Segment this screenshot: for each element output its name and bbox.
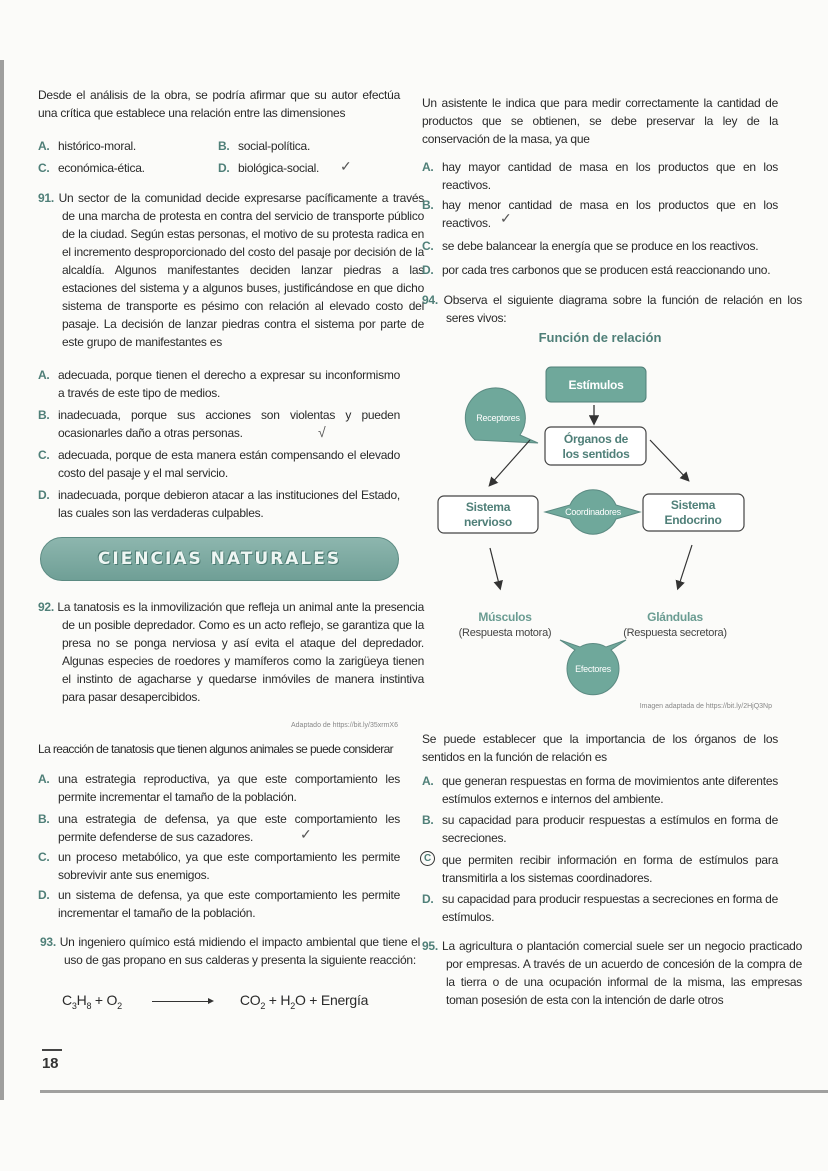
q92-option-a[interactable] <box>38 770 400 806</box>
option-text: un proceso metabólico, ya que este comportamiento les permite sobrevivir ante sus enemigos. <box>58 850 400 882</box>
question-text: Observa el siguiente diagrama sobre la función de relación en los seres vivos: <box>443 293 802 325</box>
option-letter: B. <box>38 408 50 422</box>
question-number: 95. <box>422 939 438 953</box>
estimulos-label: Estímulos <box>568 378 624 392</box>
option-letter: D. <box>38 888 50 902</box>
question-93 <box>40 933 420 969</box>
option-text: histórico-moral. <box>58 139 137 153</box>
eq-sub: 2 <box>290 1000 296 1011</box>
diagram-title: Función de relación <box>538 330 662 345</box>
organos-label: Órganos de <box>563 432 629 446</box>
coordinadores-label: Coordinadores <box>565 507 621 517</box>
option-letter: A. <box>38 368 50 382</box>
option-text: por cada tres carbonos que se producen está reaccionando uno. <box>442 263 771 277</box>
musculos-label: Músculos <box>478 610 532 624</box>
option-text: se debe balancear la energía que se produce en los reactivos. <box>442 239 759 253</box>
option-text: un sistema de defensa, ya que este comportamiento les permite incrementar el tamaño de la población. <box>58 888 400 920</box>
eq-sub: 8 <box>86 1000 92 1011</box>
source-citation: Adaptado de https://bit.ly/35xrmX6 <box>290 722 398 729</box>
option-text: social-política. <box>238 139 311 153</box>
option-text: hay menor cantidad de masa en los productos que en los reactivos. <box>442 198 778 230</box>
q90-option-a[interactable] <box>38 137 218 155</box>
question-91 <box>38 189 424 351</box>
q94-option-a[interactable] <box>422 772 778 808</box>
q94-option-c-selected[interactable] <box>422 851 778 887</box>
q90-option-d[interactable] <box>218 159 398 177</box>
question-95 <box>422 937 802 1009</box>
question-text: La tanatosis es la inmovilización que refleja un animal ante la presencia de un posible depredador. Como es un acto reflejo, se garantiza que la presa no se ponga nerviosa y así evita el ataque del depredador. Algunas especies de roedores y mamíferos como la zarigüeya tienen el instinto de agacharse y quedarse inmóviles de manera instintiva para pasar desapercibidos. <box>57 600 424 704</box>
question-94-stem: Se puede establecer que la importancia de los órganos de los sentidos en la función de relación es <box>422 732 778 764</box>
endocrino-label: Sistema <box>670 498 716 512</box>
eq-part: H <box>76 992 87 1008</box>
nervioso-label: Sistema <box>465 500 511 514</box>
q90-option-b[interactable] <box>218 137 398 155</box>
option-letter: C. <box>422 239 434 253</box>
handwritten-check-icon: ✓ <box>500 210 512 226</box>
q93-option-b[interactable] <box>422 196 778 232</box>
section-banner <box>40 537 399 581</box>
eq-part: + H <box>265 992 291 1008</box>
question-92-stem: La reacción de tanatosis que tienen algunos animales se puede considerar <box>38 742 394 756</box>
scan-edge <box>0 60 4 1100</box>
option-text: adecuada, porque tienen el derecho a expresar su inconformismo a través de este tipo de medios. <box>58 368 400 400</box>
q93-option-d[interactable] <box>422 261 778 279</box>
q92-option-b[interactable] <box>38 810 400 846</box>
option-letter: D. <box>422 263 434 277</box>
relation-function-diagram <box>430 355 810 715</box>
option-letter: A. <box>422 160 434 174</box>
option-text: adecuada, porque de esta manera están compensando el elevado costo del pasaje y el mal servicio. <box>58 448 400 480</box>
question-90-stem: Desde el análisis de la obra, se podría afirmar que su autor efectúa una crítica que establece una relación entre las dimensiones <box>38 88 400 120</box>
q92-option-d[interactable] <box>38 886 400 922</box>
nervioso-label: nervioso <box>463 515 513 529</box>
option-text: que generan respuestas en forma de movimientos ante diferentes estímulos externos e internos del ambiente. <box>442 774 778 806</box>
glandulas-label: Glándulas <box>647 610 703 624</box>
option-text: biológica-social. <box>238 161 320 175</box>
option-letter: A. <box>38 139 50 153</box>
handwritten-check-icon: ✓ <box>340 158 352 174</box>
arrow-icon <box>490 440 530 485</box>
option-text: económica-ética. <box>58 161 145 175</box>
q91-option-b[interactable] <box>38 406 400 442</box>
eq-sub: 3 <box>71 1000 77 1011</box>
q94-option-b[interactable] <box>422 811 778 847</box>
q91-option-d[interactable] <box>38 486 400 522</box>
question-number: 94. <box>422 293 438 307</box>
question-94 <box>422 291 802 327</box>
option-letter: B. <box>38 812 50 826</box>
efectores-label: Efectores <box>575 664 611 674</box>
q94-option-d[interactable] <box>422 890 778 926</box>
option-text: inadecuada, porque sus acciones son violentas y pueden ocasionarles daño a otras personas. <box>58 408 400 440</box>
organos-label: los sentidos <box>562 447 630 461</box>
chemical-equation <box>62 992 368 1011</box>
option-text: una estrategia reproductiva, ya que este comportamiento les permite incrementar el tamaño de la población. <box>58 772 400 804</box>
q91-option-c[interactable] <box>38 446 400 482</box>
musculos-sublabel: (Respuesta motora) <box>458 627 552 639</box>
option-letter: C. <box>38 850 50 864</box>
question-text: La agricultura o plantación comercial suele ser un negocio practicado por empresas. A través de un acuerdo de concesión de la compra de la tierra o de una ocupación informal de la misma, las empresas toman posesión de esta con la intención de darle otros <box>442 939 802 1007</box>
q91-option-a[interactable] <box>38 366 400 402</box>
reactants <box>62 992 122 1011</box>
eq-part: CO <box>239 992 261 1008</box>
q90-option-c[interactable] <box>38 159 218 177</box>
option-text: hay mayor cantidad de masa en los productos que en los reactivos. <box>442 160 778 192</box>
question-92 <box>38 598 424 706</box>
scan-bottom-edge <box>40 1090 828 1093</box>
question-number: 91. <box>38 191 54 205</box>
option-text: su capacidad para producir respuestas a secreciones en forma de estímulos. <box>442 892 778 924</box>
image-source-citation: Imagen adaptada de https://bit.ly/2HjQ3Np <box>639 703 772 710</box>
option-text: su capacidad para producir respuestas a estímulos en forma de secreciones. <box>442 813 778 845</box>
arrow-icon <box>490 548 500 588</box>
endocrino-label: Endocrino <box>664 513 722 527</box>
question-number: 93. <box>40 935 56 949</box>
option-letter: A. <box>422 774 434 788</box>
question-text: Un ingeniero químico está midiendo el impacto ambiental que tiene el uso de gas propano en sus calderas y presenta la siguiente reacción: <box>59 935 420 967</box>
q93-option-a[interactable] <box>422 158 778 194</box>
arrow-icon <box>678 545 692 588</box>
eq-part: + O <box>91 992 118 1008</box>
option-letter: C. <box>38 161 50 175</box>
q93-option-c[interactable] <box>422 237 778 255</box>
option-text: que permiten recibir información en forma de estímulos para transmitirla a los sistemas coordinadores. <box>442 853 778 885</box>
question-number: 92. <box>38 600 54 614</box>
option-letter: D. <box>218 161 230 175</box>
circled-option-letter: C <box>420 851 435 866</box>
option-text: una estrategia de defensa, ya que este comportamiento les permite defenderse de sus cazadores. <box>58 812 400 844</box>
eq-sub: 2 <box>260 1000 266 1011</box>
handwritten-check-icon: √ <box>318 424 326 440</box>
option-letter: D. <box>422 892 434 906</box>
option-letter: A. <box>38 772 50 786</box>
glandulas-sublabel: (Respuesta secretora) <box>623 627 727 639</box>
option-letter: C. <box>38 448 50 462</box>
option-letter: B. <box>422 813 434 827</box>
option-letter: B. <box>422 198 434 212</box>
handwritten-check-icon: ✓ <box>300 826 312 842</box>
eq-part: O + Energía <box>295 992 369 1008</box>
eq-sub: 2 <box>117 1000 122 1011</box>
section-title: CIENCIAS NATURALES <box>97 549 342 569</box>
page-number: 18 <box>42 1055 59 1072</box>
eq-part: C <box>62 992 72 1008</box>
reaction-arrow-icon <box>152 1001 212 1002</box>
question-text: Un sector de la comunidad decide expresarse pacíficamente a través de una marcha de protesta en contra del servicio de transporte público de la ciudad. Según estas personas, el motivo de su protesta radica en el incremento desproporcionado del costo del pasaje por decisión de la alcaldía. Algunos manifestantes deciden lanzar piedras a las estaciones del sistema y a algunos buses, justificándose en que dicho sistema de transporte es pésimo con relación al elevado costo del pasaje. La decisión de lanzar piedras contra el sistema por parte de este grupo de manifestantes es <box>58 191 424 349</box>
option-text: inadecuada, porque debieron atacar a las instituciones del Estado, las cuales son las verdaderas culpables. <box>58 488 400 520</box>
q92-option-c[interactable] <box>38 848 400 884</box>
option-letter: D. <box>38 488 50 502</box>
option-letter: B. <box>218 139 230 153</box>
question-93-continuation: Un asistente le indica que para medir correctamente la cantidad de productos que se obtienen, se debe preservar la ley de la conservación de la masa, ya que <box>422 96 778 146</box>
arrow-icon <box>650 440 688 480</box>
products <box>240 992 368 1011</box>
receptores-label: Receptores <box>476 413 520 423</box>
